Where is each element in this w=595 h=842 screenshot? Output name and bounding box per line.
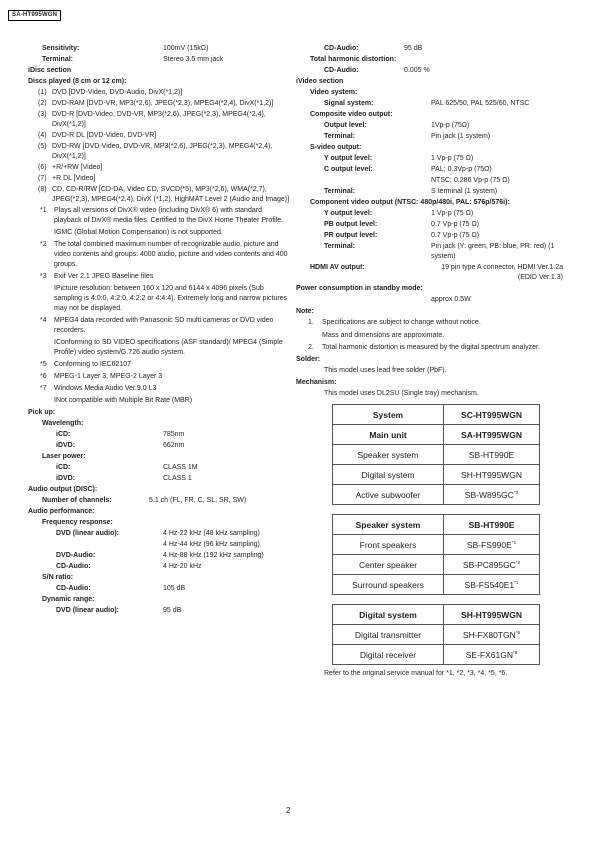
spec-label: DVD (linear audio): [56,607,120,614]
spec-label: DVD (linear audio): [56,530,120,537]
note-body [322,343,576,353]
spec-value: NTSC; 0.286 Vp-p (75 Ω) [431,177,510,184]
note-line: Total harmonic distortion is measured by the digital spectrum analyzer. [322,344,540,351]
footnote-line: IGMC (Global Motion Compensation) is not supported. [54,229,223,236]
spec-row [28,463,290,473]
model-footnote-mark: *6 [512,649,518,655]
dynamic-rows [28,606,290,616]
composite-heading: Composite video output: [310,111,393,118]
disc-list-item [28,110,290,130]
item-text: DVD [DVD-Video, DVD-Audio, DivX(*1,2)] [52,89,183,96]
page-number: 2 [286,806,291,815]
audio-performance-heading: Audio performance: [28,508,95,515]
power-value: approx 0.5W [431,296,471,303]
item-number: (1) [38,89,47,96]
spec-value: S terminal (1 system) [431,188,498,195]
pickup-heading: Pick up: [28,409,56,416]
audio-output-heading: Audio output (DISC): [28,486,98,493]
spec-value: 95 dB [163,607,182,614]
table-cell-model [444,465,540,485]
spec-label: Terminal: [324,188,355,195]
model-text: SB-W895GC [464,489,514,500]
item-text: +R/+RW [Video] [52,164,103,171]
footnote [28,384,290,406]
spec-value: Stereo 3.5 mm jack [163,56,224,63]
spec-value: 1 Vp-p (75 Ω) [431,210,474,217]
footnote-body [54,384,290,406]
table-cell-name: Main unit [333,425,444,445]
video-section-heading: iVideo section [296,78,344,85]
spec-value: 4 Hz-20 kHz [163,563,202,570]
table-row [333,405,540,425]
footnote-number: *1 [40,207,47,214]
spec-row [28,606,290,616]
spec-value: 0.7 Vp-p (75 Ω) [431,221,480,228]
spec-label: DVD-Audio: [56,552,96,559]
footnote [28,240,290,270]
component-rows [296,209,576,262]
mechanism-text: This model uses DL2SU (Single tray) mechanism. [324,390,479,397]
note-number: 1. [308,319,314,326]
solder-text: This model uses lead free solder (PbF). [324,367,447,374]
spec-label: CD-Audio: [56,585,91,592]
table-cell-name: Center speaker [333,555,444,575]
digital-system-table [332,604,540,665]
spec-value: 4 Hz-22 kHz (48 kHz sampling) [163,530,260,537]
spec-value: CLASS 1M [163,464,198,471]
spec-row [296,187,576,197]
signal-system-value: PAL 625/50, PAL 525/60, NTSC [431,100,530,107]
video-system-heading: Video system: [310,89,358,96]
hdmi-value: 19 pin type A connector, HDMI Ver.1.2a (EDID Ver.1.3) [441,264,563,281]
discs-played-heading: Discs played (8 cm or 12 cm): [28,78,127,85]
model-text: SB-FS540E1 [464,579,515,590]
spec-row [28,474,290,484]
model-text: SB-HT990E [468,449,515,460]
spec-row [28,441,290,451]
left-column [28,44,290,617]
item-number: (5) [38,143,47,150]
footnote-body [54,372,290,382]
spec-label [296,176,431,186]
table-row [333,605,540,625]
footnote-line: Windows Media Audio Ver.9.0 L3 [54,385,157,392]
item-number: (6) [38,164,47,171]
footnote-body [54,206,290,238]
composite-rows [296,121,576,142]
cd-audio-value: 0.005 % [404,67,430,74]
table-cell-name: System [333,405,444,425]
table-cell-name: Speaker system [333,515,444,535]
footer-reference: Refer to the original service manual for *1, *2, *3, *4, *5, *6. [324,670,508,677]
spec-value: 105 dB [163,585,186,592]
spec-row [296,121,576,131]
item-text: DVD-R DL [DVD-Video, DVD-VR] [52,132,157,139]
disc-list-item [28,174,290,184]
spec-value: 0.7 Vp-p (75 Ω) [431,232,480,239]
table-cell-name: Digital receiver [333,645,444,665]
disc-list-item [28,185,290,205]
frequency-response-heading: Frequency response: [42,519,113,526]
table-row [333,515,540,535]
footnote-line: Plays all versions of DivX® video (including DivX® 6) with standard playback of DivX® media files. Certified to the DivX Home Theater Profile. [54,207,284,224]
footnote-number: *5 [40,361,47,368]
spec-value: 662nm [163,442,185,449]
footnote-line: The total combined maximum number of recognizable audio, picture and video contents and groups: 4000 audio, picture and video contents and 400 groups. [54,241,288,268]
cd-audio-thd-row [296,66,576,76]
footnote-body [54,272,290,314]
speaker-system-table [332,514,540,595]
footnote-line: MPEG-1 Layer 3, MPEG-2 Layer 3 [54,373,163,380]
table-row [333,555,540,575]
footnote-number: *4 [40,317,47,324]
spec-row [296,242,576,262]
spec-value: CLASS 1 [163,475,192,482]
disc-list [28,88,290,205]
model-text: SE-FX61GN [465,649,513,660]
model-text: SC-HT995WGN [461,409,522,420]
table-row [333,445,540,465]
table-row [333,645,540,665]
svideo-rows [296,154,576,197]
spec-label [28,540,163,550]
signal-system-label: Signal system: [324,100,374,107]
table-cell-name: Front speakers [333,535,444,555]
footnote [28,316,290,358]
spec-row [296,209,576,219]
wavelength-heading: Wavelength: [42,420,84,427]
table-cell-name: Digital transmitter [333,625,444,645]
spec-row [296,231,576,241]
item-text: CD, CD-R/RW [CD-DA, Video CD, SVCD(*5), MP3(*2,6), WMA(*2,7), JPEG(*2,3), MPEG4(*2,4), DivX (*1,2), HighMAT Level 2 (Audio and Image)] [52,186,290,203]
table-cell-name: Surround speakers [333,575,444,595]
spec-row [28,55,290,65]
footnote-number: *7 [40,385,47,392]
frequency-rows [28,529,290,572]
model-text: SB-HT990E [468,519,515,530]
channels-row [28,496,290,506]
footnote-line: MPEG4 data recorded with Panasonic SD multi cameras or DVD video recorders. [54,317,274,334]
footnote [28,372,290,382]
model-text: SH-FX80TGN [462,629,516,640]
item-text: DVD-RAM [DVD-VR, MP3(*2,6), JPEG(*2,3), MPEG4(*2,4), DivX(*1,2)] [52,100,274,107]
cd-audio-dynamic-row [296,44,576,54]
spec-label: iDVD: [56,442,76,449]
spec-value: PAL; 0.3Vp-p (75Ω) [431,166,492,173]
spec-value: 100mV (15kΩ) [163,45,209,52]
spec-value: 4 Hz-44 kHz (96 kHz sampling) [163,541,260,548]
spec-row [28,44,290,54]
spec-row [296,132,576,142]
hdmi-label: HDMI AV output: [310,264,365,271]
disc-section-heading: iDisc section [28,67,72,74]
footnotes [28,206,290,406]
table-cell-model [444,605,540,625]
note-line: Mass and dimensions are approximate. [322,332,445,339]
item-number: (2) [38,100,47,107]
footnote [28,206,290,238]
spec-row [296,154,576,164]
table-cell-name: Digital system [333,605,444,625]
model-tag: SA-HT995WGN [8,10,61,21]
table-cell-model [444,645,540,665]
signal-system-row [296,99,576,109]
right-column [296,44,576,681]
note-body [322,318,576,341]
table-cell-model [444,425,540,445]
footnote-body [54,240,290,270]
model-text: SB-FS990E [466,539,512,550]
spec-row [296,176,576,186]
model-text: SB-PC895GC [462,559,516,570]
spec-label: Terminal: [324,243,355,250]
model-text: SH-HT995WGN [461,469,522,480]
spec-label: iCD: [56,431,71,438]
system-table [332,404,540,505]
svideo-heading: S-video output: [310,144,362,151]
spec-row [28,551,290,561]
notes-list [296,318,576,353]
note-item [296,318,576,341]
table-cell-name: Speaker system [333,445,444,465]
footnote-line: IConforming to SD VIDEO specifications (ASF standard)/ MPEG4 (Simple Profile) video system/G.726 audio system. [54,339,283,356]
table-row [333,485,540,505]
sn-ratio-heading: S/N ratio: [42,574,74,581]
mechanism-heading: Mechanism: [296,379,337,386]
item-text: +R DL [Video] [52,175,96,182]
spec-label: PR output level: [324,232,378,239]
item-text: DVD-R [DVD-Video, DVD-VR, MP3(*2,6), JPEG(*2,3), MPEG4(*2,4), DivX(*1,2)] [52,111,266,128]
item-number: (3) [38,111,47,118]
model-footnote-mark: *3 [513,489,519,495]
spec-label: Y output level: [324,210,373,217]
table-cell-model [444,485,540,505]
table-cell-name: Active subwoofer [333,485,444,505]
spec-row [28,540,290,550]
channels-value: 5.1 ch (FL, FR, C, SL, SR, SW) [149,497,247,504]
dynamic-range-heading: Dynamic range: [42,596,95,603]
table-cell-model [444,405,540,425]
spec-label: Output level: [324,122,367,129]
footnote-number: *3 [40,273,47,280]
footnote [28,272,290,314]
spec-label: CD-Audio: [56,563,91,570]
item-number: (4) [38,132,47,139]
model-text: SA-HT995WGN [461,429,522,440]
spec-label: PB output level: [324,221,378,228]
table-cell-model [444,535,540,555]
spec-label: C output level: [324,166,373,173]
table-cell-name: Digital system [333,465,444,485]
laser-rows [28,463,290,484]
footnote-line: Exif Ver 2.1 JPEG Baseline files [54,273,154,280]
spec-row [28,529,290,539]
model-text: SH-HT995WGN [461,609,522,620]
spec-value: 1 Vp-p (75 Ω) [431,155,474,162]
footnote-body [54,316,290,358]
table-row [333,575,540,595]
note-item [296,343,576,353]
spec-row [28,430,290,440]
spec-value: 1Vp-p (75Ω) [431,122,470,129]
footnote-number: *6 [40,373,47,380]
table-cell-model [444,445,540,465]
spec-row [296,165,576,175]
cd-audio-label: CD-Audio: [324,67,359,74]
audio-input-spec [28,44,290,65]
footnote [28,360,290,370]
disc-list-item [28,142,290,162]
disc-list-item [28,163,290,173]
disc-list-item [28,99,290,109]
footnote-line: Conforming to IEC62107 [54,361,132,368]
spec-label: Terminal: [42,56,73,63]
table-row [333,425,540,445]
footnote-number: *2 [40,241,47,248]
spec-label: iDVD: [56,475,76,482]
table-row [333,625,540,645]
footnote-line: IPicture resolution: between 160 x 120 and 6144 x 4096 pixels (Sub sampling is 4:0:0, 4:2:0, 4:2:2 or 4:4:4). Extremely long and narrow pictures may not be displayed. [54,285,288,312]
table-cell-model [444,575,540,595]
table-cell-model [444,555,540,575]
spec-value: 4 Hz-88 kHz (192 kHz sampling) [163,552,264,559]
component-heading: Component video output (NTSC: 480p/480i, PAL: 576p/576i): [310,199,510,206]
spec-value: 785nm [163,431,185,438]
note-line: Specifications are subject to change without notice. [322,319,481,326]
item-number: (7) [38,175,47,182]
cd-audio-value: 95 dB [404,45,423,52]
table-row [333,535,540,555]
table-cell-model [444,625,540,645]
laser-power-heading: Laser power: [42,453,86,460]
spec-value: Pin jack (Y: green, PB: blue, PR: red) (1 system) [431,243,555,260]
model-footnote-mark: *1 [514,579,519,585]
table-cell-model [444,515,540,535]
channels-label: Number of channels: [42,497,112,504]
spec-label: iCD: [56,464,71,471]
power-standby-heading: Power consumption in standby mode: [296,285,423,292]
spec-label: Terminal: [324,133,355,140]
spec-row [28,562,290,572]
spec-label: Sensitivity: [42,45,80,52]
spec-value: Pin jack (1 system) [431,133,491,140]
hdmi-row [296,263,576,283]
model-footnote-mark: *1 [511,539,517,545]
model-footnote-mark: *2 [515,559,521,565]
footnote-line: INot compatible with Multiple Bit Rate (MBR) [54,397,193,404]
spec-row [296,220,576,230]
wavelength-rows [28,430,290,451]
item-number: (8) [38,186,47,193]
table-row [333,465,540,485]
spec-label: Y output level: [324,155,373,162]
footnote-body [54,360,290,370]
note-number: 2. [308,344,314,351]
cd-audio-label: CD-Audio: [324,45,359,52]
solder-heading: Solder: [296,356,321,363]
sn-rows [28,584,290,594]
model-footnote-mark: *6 [515,629,521,635]
note-heading: Note: [296,308,314,315]
disc-list-item [28,88,290,98]
spec-row [28,584,290,594]
item-text: DVD-RW [DVD-Video, DVD-VR, MP3(*2,6), JPEG(*2,3), MPEG4(*2,4), DivX(*1,2)] [52,143,273,160]
thd-heading: Total harmonic distortion: [310,56,397,63]
disc-list-item [28,131,290,141]
